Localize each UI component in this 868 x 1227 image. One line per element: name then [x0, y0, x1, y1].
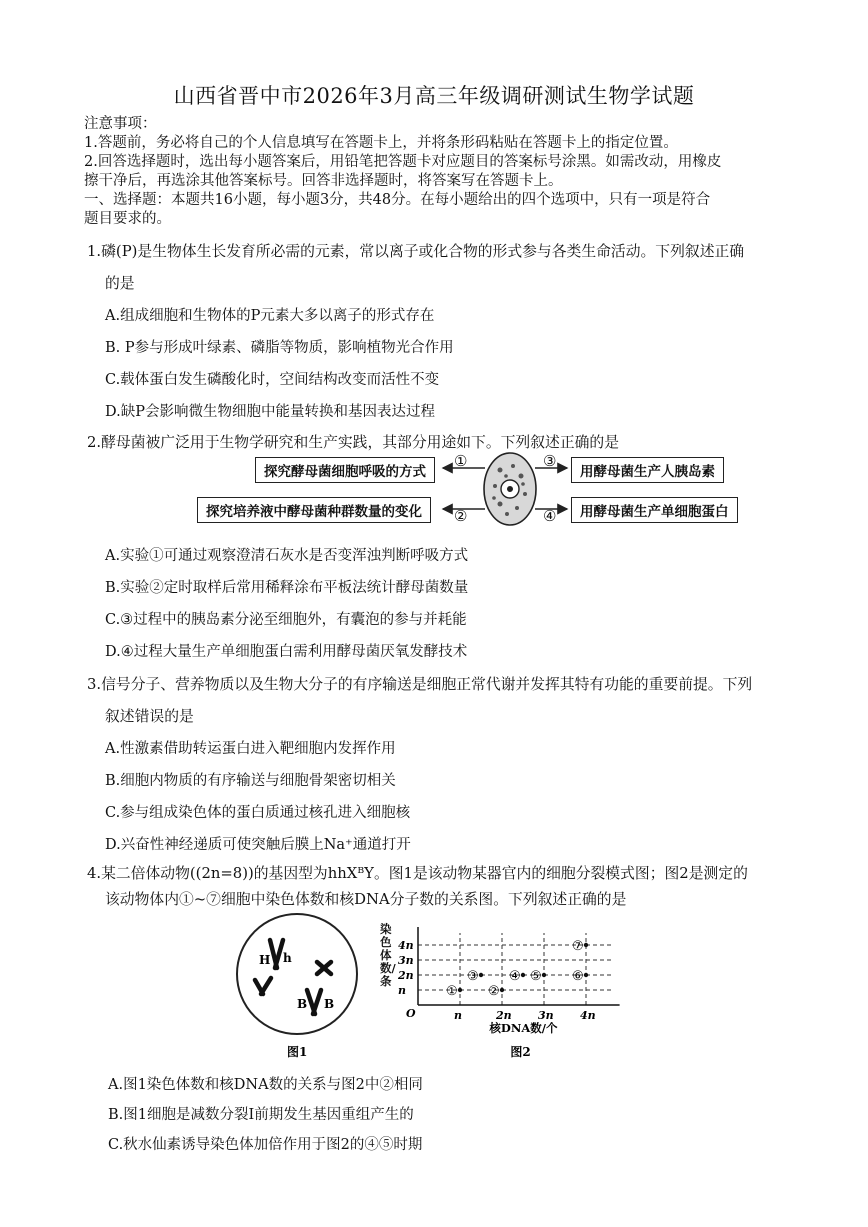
label-3: ③ — [543, 452, 557, 470]
data-point-label: ② — [488, 984, 500, 999]
x-tick-label: 3n — [538, 1009, 554, 1022]
figure-2 — [378, 905, 648, 1063]
data-point — [479, 973, 483, 977]
box-insulin: 用酵母菌生产人胰岛素 — [571, 457, 724, 483]
q4-option-b: B.图1细胞是减数分裂Ⅰ前期发生基因重组产生的 — [108, 1107, 414, 1123]
q3-stem-line-2: 叙述错误的是 — [105, 708, 194, 725]
x-axis-label: 核DNA数/个 — [489, 1021, 558, 1035]
section-line-1: 一、选择题：本题共16小题，每小题3分，共48分。在每小题给出的四个选项中，只有一项是符合 — [84, 192, 711, 208]
figure-2-caption: 图2 — [510, 1045, 531, 1059]
gene-B-left: B — [297, 997, 308, 1011]
notes-heading: 注意事项： — [84, 116, 157, 132]
y-tick-label: n — [398, 984, 406, 997]
figure-1 — [225, 910, 375, 1060]
note-line-2: 2.回答选择题时，选出每小题答案后，用铅笔把答题卡对应题目的答案标号涂黑。如需改动，用橡皮 — [84, 154, 722, 170]
box-respiration: 探究酵母菌细胞呼吸的方式 — [255, 457, 435, 483]
section-line-2: 题目要求的。 — [84, 211, 171, 227]
y-tick-label: 3n — [398, 954, 414, 967]
x-tick-label: n — [454, 1009, 462, 1022]
q1-stem-line-2: 的是 — [105, 275, 135, 292]
q2-option-d: D.④过程大量生产单细胞蛋白需利用酵母菌厌氧发酵技术 — [105, 644, 468, 660]
data-point-label: ⑦ — [572, 939, 584, 954]
q4-option-c: C.秋水仙素诱导染色体加倍作用于图2的④⑤时期 — [108, 1137, 423, 1153]
data-point — [500, 988, 504, 992]
x-tick-label: 2n — [496, 1009, 512, 1022]
page-title: 山西省晋中市2026年3月高三年级调研测试生物学试题 — [173, 84, 695, 108]
cell-division-diagram — [225, 910, 375, 1060]
data-point — [584, 943, 588, 947]
y-tick-label: 4n — [398, 939, 414, 952]
q3-option-c: C.参与组成染色体的蛋白质通过核孔进入细胞核 — [105, 805, 411, 821]
data-point-label: ⑤ — [530, 969, 542, 984]
data-point-label: ⑥ — [572, 969, 584, 984]
q4-stem-line-2: 该动物体内①~⑦细胞中染色体数和核DNA分子数的关系图。下列叙述正确的是 — [105, 891, 627, 908]
q2-stem: 2.酵母菌被广泛用于生物学研究和生产实践，其部分用途如下。下列叙述正确的是 — [87, 434, 620, 451]
data-point — [458, 988, 462, 992]
label-2: ② — [454, 507, 468, 525]
q2-option-a: A.实验①可通过观察澄清石灰水是否变浑浊判断呼吸方式 — [105, 548, 469, 564]
data-point-label: ③ — [467, 969, 479, 984]
data-point — [542, 973, 546, 977]
note-line-3: 擦干净后，再选涂其他答案标号。回答非选择题时，将答案写在答题卡上。 — [84, 173, 563, 189]
note-line-1: 1.答题前，务必将自己的个人信息填写在答题卡上，并将条形码粘贴在答题卡上的指定位置。 — [84, 135, 678, 151]
box-single-cell-protein: 用酵母菌生产单细胞蛋白 — [571, 497, 738, 523]
label-4: ④ — [543, 507, 557, 525]
gene-H: H — [259, 953, 271, 967]
q1-option-a: A.组成细胞和生物体的P元素大多以离子的形式存在 — [105, 308, 435, 324]
chromosome-dna-chart — [378, 905, 648, 1063]
label-1: ① — [454, 452, 468, 470]
gene-B-right: B — [324, 997, 335, 1011]
q1-option-d: D.缺P会影响微生物细胞中能量转换和基因表达过程 — [105, 404, 435, 420]
data-point-label: ④ — [509, 969, 521, 984]
q3-option-b: B.细胞内物质的有序输送与细胞骨架密切相关 — [105, 773, 396, 789]
data-point-label: ① — [446, 984, 458, 999]
origin-label: O — [406, 1007, 416, 1020]
q3-option-d: D.兴奋性神经递质可使突触后膜上Na⁺通道打开 — [105, 837, 411, 853]
q1-option-c: C.载体蛋白发生磷酸化时，空间结构改变而活性不变 — [105, 372, 440, 388]
data-point — [584, 973, 588, 977]
figure-1-caption: 图1 — [287, 1045, 308, 1059]
q4-stem-line-1: 4.某二倍体动物((2n=8))的基因型为hhXᴮY。图1是该动物某器官内的细胞分裂模式图；图2是测定的 — [87, 865, 748, 882]
y-tick-label: 2n — [398, 969, 414, 982]
q3-option-a: A.性激素借助转运蛋白进入靶细胞内发挥作用 — [105, 741, 396, 757]
q2-option-c: C.③过程中的胰岛素分泌至细胞外，有囊泡的参与并耗能 — [105, 612, 467, 628]
q2-option-b: B.实验②定时取样后常用稀释涂布平板法统计酵母菌数量 — [105, 580, 469, 596]
box-population: 探究培养液中酵母菌种群数量的变化 — [197, 497, 431, 523]
y-axis-label: 染色体数/条 — [380, 922, 396, 988]
q4-option-a: A.图1染色体数和核DNA数的关系与图2中②相同 — [108, 1077, 423, 1093]
data-point — [521, 973, 525, 977]
q2-diagram — [195, 452, 755, 528]
x-tick-label: 4n — [580, 1009, 596, 1022]
q1-option-b: B. P参与形成叶绿素、磷脂等物质，影响植物光合作用 — [105, 340, 454, 356]
q3-stem-line-1: 3.信号分子、营养物质以及生物大分子的有序输送是细胞正常代谢并发挥其特有功能的重要前提。下列 — [87, 676, 753, 693]
q1-stem-line-1: 1.磷(P)是生物体生长发育所必需的元素，常以离子或化合物的形式参与各类生命活动。下列叙述正确 — [87, 243, 745, 260]
gene-h: h — [283, 951, 292, 965]
